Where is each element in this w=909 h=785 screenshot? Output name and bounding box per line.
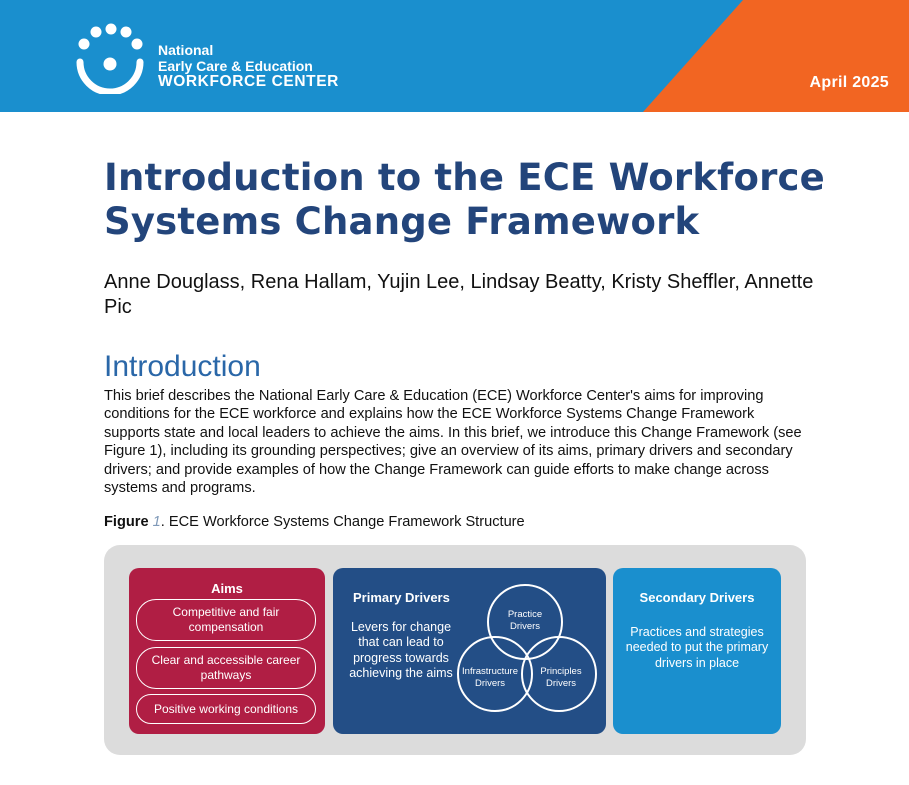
primary-drivers-panel bbox=[333, 568, 606, 734]
logo-line-1: National bbox=[158, 42, 214, 58]
document-title: Introduction to the ECE Workforce Systems Change Framework bbox=[104, 156, 825, 243]
infrastructure-drivers-label-1: Infrastructure bbox=[462, 666, 518, 677]
practice-drivers-label-1: Practice bbox=[507, 609, 543, 620]
figure-caption bbox=[104, 514, 525, 530]
infrastructure-drivers-label-2: Drivers bbox=[474, 678, 506, 689]
intro-paragraph: This brief describes the National Early Care & Education (ECE) Workforce Center's aims for improving conditions for the ECE workforce and explains how the ECE Workforce Systems Change Framework supports state and local leaders to achieve the aims. In this brief, we introduce this Change Framework (see Figure 1), including its grounding perspectives; give an overview of its aims, primary drivers and secondary drivers; and provide examples of how the Change Framework can guide efforts to make change across systems and programs. bbox=[104, 388, 802, 497]
aims-panel bbox=[129, 568, 325, 734]
secondary-drivers-panel bbox=[613, 568, 781, 734]
logo-wordmark bbox=[158, 42, 339, 90]
aim-item-working-conditions: Positive working conditions bbox=[136, 694, 316, 724]
logo-line-2: Early Care & Education bbox=[158, 58, 313, 74]
figure-caption-number: 1 bbox=[152, 514, 161, 530]
header-banner bbox=[0, 0, 909, 112]
section-heading: Introduction bbox=[104, 350, 261, 383]
primary-drivers-description: Levers for change that can lead to progress towards achieving the aims bbox=[349, 620, 453, 680]
author-list: Anne Douglass, Rena Hallam, Yujin Lee, Lindsay Beatty, Kristy Sheffler, Annette Pic bbox=[104, 271, 814, 318]
secondary-drivers-description: Practices and strategies needed to put the primary drivers in place bbox=[625, 625, 769, 670]
drivers-venn-diagram bbox=[453, 582, 605, 720]
figure-caption-label: Figure bbox=[104, 514, 149, 530]
principles-drivers-label-1: Principles bbox=[540, 666, 582, 677]
practice-drivers-label-2: Drivers bbox=[509, 621, 541, 632]
orange-corner bbox=[643, 0, 909, 112]
figure-caption-text: . ECE Workforce Systems Change Framework Structure bbox=[160, 514, 525, 530]
aims-title: Aims bbox=[211, 581, 243, 596]
aim-item-career-pathways: Clear and accessible career pathways bbox=[136, 647, 316, 689]
workforce-center-logo-icon bbox=[74, 22, 146, 94]
publication-date: April 2025 bbox=[809, 74, 889, 91]
principles-drivers-label-2: Drivers bbox=[545, 678, 577, 689]
aim-item-compensation: Competitive and fair compensation bbox=[136, 599, 316, 641]
primary-drivers-title: Primary Drivers bbox=[353, 590, 450, 605]
logo-line-3: WORKFORCE CENTER bbox=[158, 73, 339, 90]
secondary-drivers-title: Secondary Drivers bbox=[639, 590, 755, 605]
